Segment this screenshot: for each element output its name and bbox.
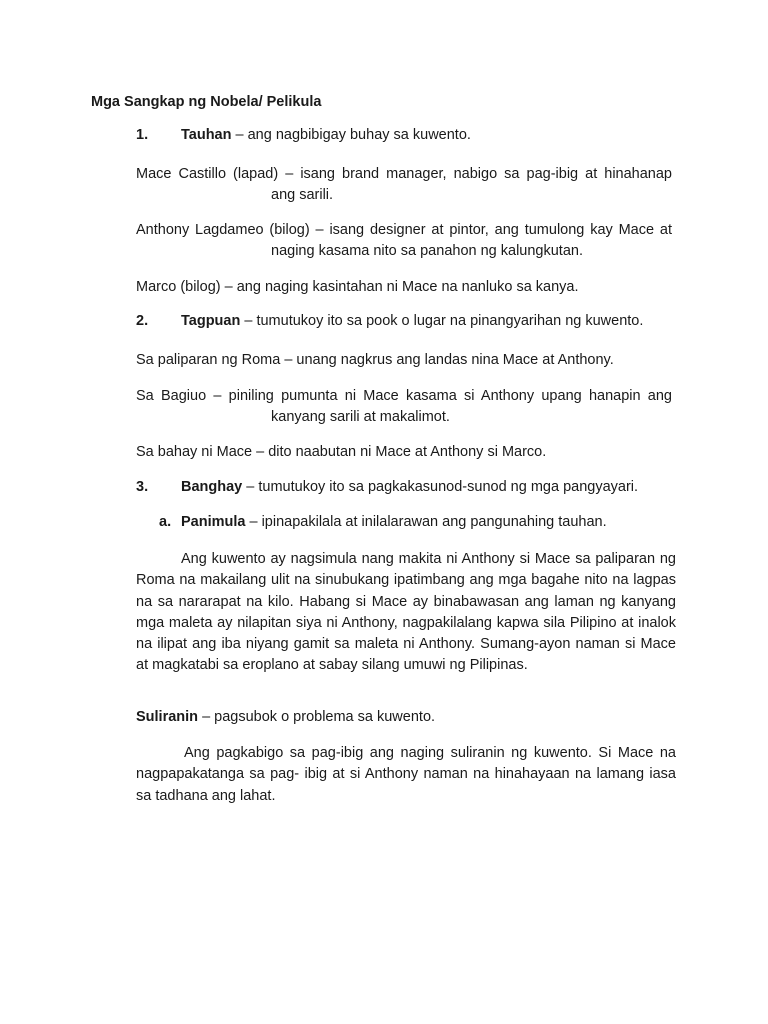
entry-line: Mace Castillo (lapad) – isang brand manager, nabigo sa pag-ibig at hinahanap [136,166,672,182]
setting-entry-bagiuo [136,386,672,428]
subsection-heading-panimula [159,514,607,530]
entry-line: Sa paliparan ng Roma – unang nagkrus ang landas nina Mace at Anthony. [136,352,614,368]
section-heading-tauhan [136,127,471,143]
section-description: – ang nagbibigay buhay sa kuwento. [231,127,471,143]
section-heading-banghay [136,479,638,495]
subsection-description: – ipinapakilala at inilalarawan ang pangunahing tauhan. [245,514,607,530]
section-number: 2. [136,313,149,329]
entry-line: Sa Bagiuo – piniling pumunta ni Mace kasama si Anthony upang hanapin ang [136,388,672,404]
section-term: Tagpuan [181,313,241,329]
subsection-term: Panimula [181,514,246,530]
section-description: – tumutukoy ito sa pagkakasunod-sunod ng mga pangyayari. [242,479,639,495]
section-number: 1. [136,127,149,143]
entry-line: Anthony Lagdameo (bilog) – isang designer at pintor, ang tumulong kay Mace at [136,222,672,238]
character-entry-marco [136,277,672,298]
section-heading-tagpuan [136,313,643,329]
subsection-letter: a. [159,514,172,530]
entry-line: Sa bahay ni Mace – dito naabutan ni Mace at Anthony si Marco. [136,444,547,460]
subsection-description: – pagsubok o problema sa kuwento. [198,709,436,725]
setting-entry-bahay [136,442,672,463]
subsection-term: Suliranin [136,709,199,725]
entry-line: Marco (bilog) – ang naging kasintahan ni Mace na nanluko sa kanya. [136,279,579,295]
subsection-heading-suliranin [136,709,435,725]
entry-continuation: naging kasama nito sa panahon ng kalungkutan. [271,243,583,259]
entry-continuation: kanyang sarili at makalimot. [271,409,450,425]
section-term: Tauhan [181,127,232,143]
suliranin-paragraph: Ang pagkabigo sa pag-ibig ang naging suliranin ng kuwento. Si Mace na nagpapakatanga sa pag- ibig at si Anthony naman na hinahayaan na lamang iasa sa tadhana ang lahat. [136,745,676,804]
character-entry-anthony [136,220,672,262]
document-title: Mga Sangkap ng Nobela/ Pelikula [91,94,322,110]
section-description: – tumutukoy ito sa pook o lugar na pinangyarihan ng kuwento. [240,313,644,329]
setting-entry-roma [136,350,672,371]
panimula-paragraph: Ang kuwento ay nagsimula nang makita ni Anthony si Mace sa paliparan ng Roma na makailang ulit na sinubukang ipatimbang ang mga bagahe nito na lagpas na sa nararapat na kilo. Habang si Mace ay binabawasan ang laman ng kanyang mga maleta ay nilapitan siya ni Anthony, nagpakilalang kapwa sila Pilipino at inalok na ilipat ang iba niyang gamit sa maleta ni Anthony. Sumang-ayon naman si Mace at magkatabi sa eroplano at sabay silang umuwi ng Pilipinas. [136,551,676,674]
section-term: Banghay [181,479,243,495]
character-entry-mace [136,164,672,206]
entry-continuation: ang sarili. [271,187,334,203]
section-number: 3. [136,479,149,495]
